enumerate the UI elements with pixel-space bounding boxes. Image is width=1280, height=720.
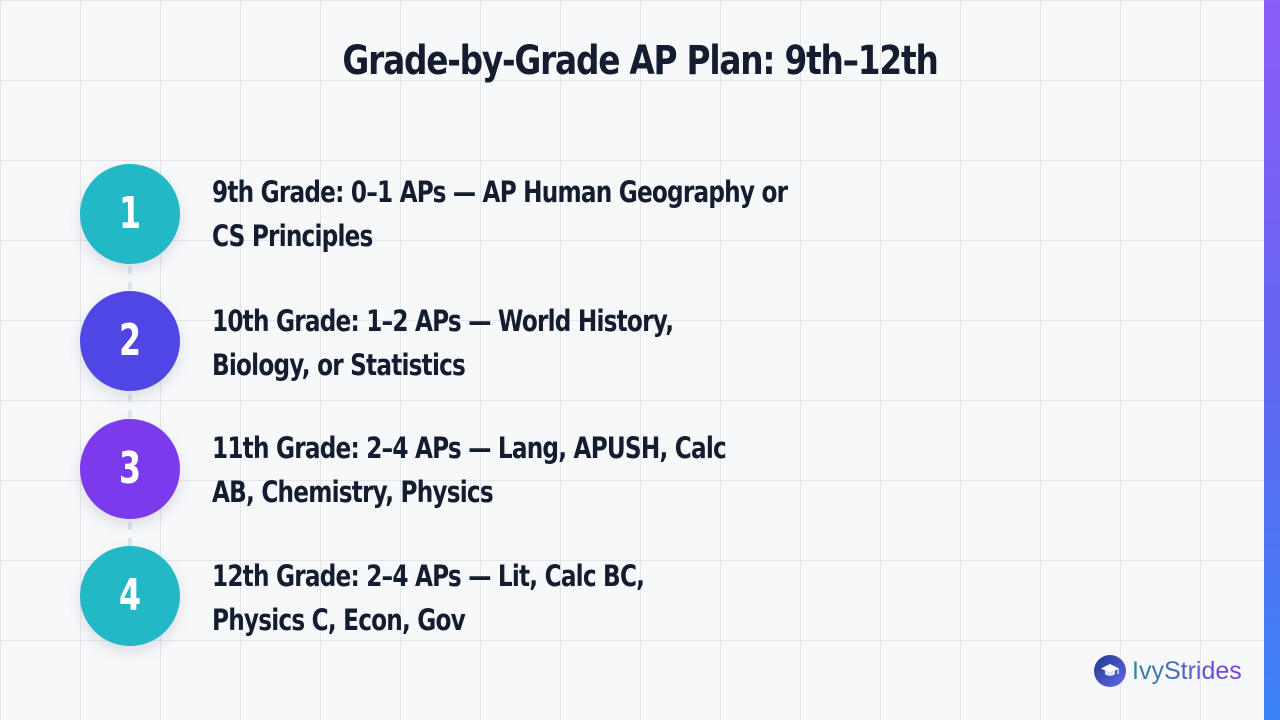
slide-title: Grade-by-Grade AP Plan: 9th–12th [342, 38, 938, 84]
step-4-circle [80, 546, 180, 646]
brand-name: IvyStrides [1132, 657, 1242, 685]
step-number: 3 [118, 443, 142, 494]
step-number: 1 [118, 188, 142, 239]
graduation-cap-icon [1094, 655, 1126, 687]
step-4-text: 12th Grade: 2–4 APs — Lit, Calc BC, Physics C, Econ, Gov [212, 559, 645, 637]
step-number: 4 [118, 570, 142, 621]
step-1-text: 9th Grade: 0–1 APs — AP Human Geography or CS Principles [212, 175, 788, 253]
brand-logo [1094, 655, 1242, 687]
timeline-connector [128, 266, 132, 290]
step-3-text: 11th Grade: 2–4 APs — Lang, APUSH, Calc AB, Chemistry, Physics [212, 431, 726, 509]
step-number: 2 [118, 315, 142, 366]
right-accent-bar [1264, 0, 1280, 720]
step-2-text: 10th Grade: 1–2 APs — World History, Biology, or Statistics [212, 304, 674, 382]
timeline-connector [128, 394, 132, 418]
step-1-circle [80, 164, 180, 264]
timeline-connector [128, 522, 132, 546]
step-2-circle [80, 291, 180, 391]
step-3-circle [80, 419, 180, 519]
